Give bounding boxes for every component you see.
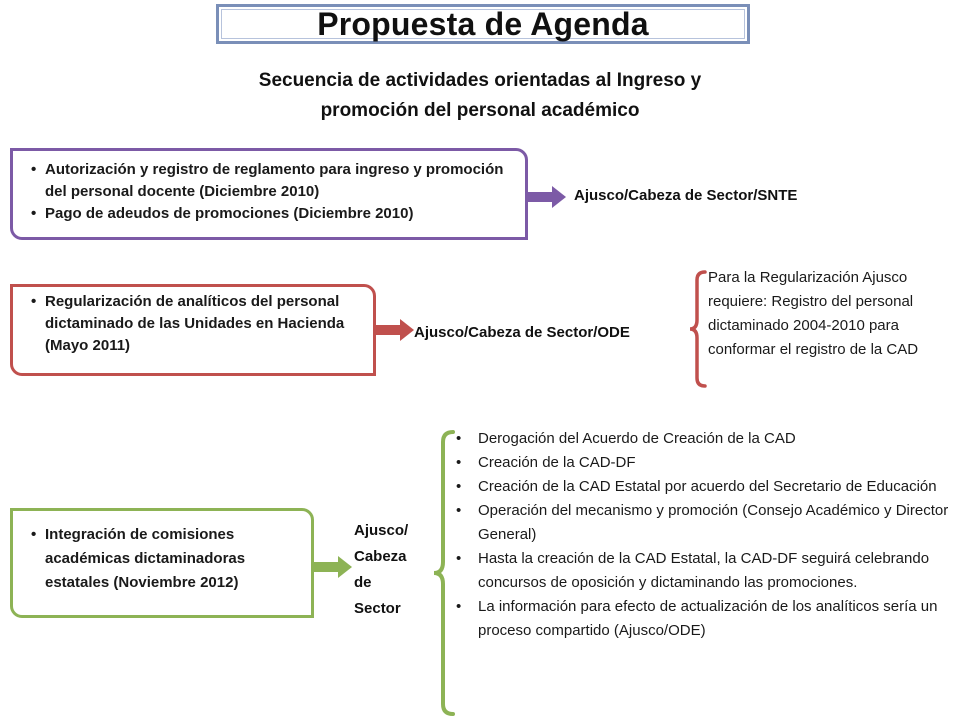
activity-2-target: Ajusco/Cabeza de Sector/ODE xyxy=(414,324,630,341)
title-box xyxy=(216,4,750,44)
activity-box-2 xyxy=(10,284,376,376)
brace-2-icon xyxy=(688,270,708,388)
subtitle xyxy=(180,66,780,126)
activity-2-item-1: • Regularización de analíticos del personal dictaminado de las Unidades en Hacienda (Mayo 2011) xyxy=(31,291,363,357)
subtitle-line-2: promoción del personal académico xyxy=(320,100,640,121)
detail-item: • Creación de la CAD Estatal por acuerdo del Secretario de Educación xyxy=(454,475,954,499)
arrow-1-icon xyxy=(528,192,566,202)
detail-item: • Hasta la creación de la CAD Estatal, la CAD-DF seguirá celebrando concursos de oposición y dictaminando las promociones. xyxy=(454,547,954,595)
activity-3-details xyxy=(454,427,954,643)
activity-3-item-1: • Integración de comisiones académicas dictaminadoras estatales (Noviembre 2012) xyxy=(31,523,301,595)
detail-item: • Derogación del Acuerdo de Creación de la CAD xyxy=(454,427,954,451)
page-title: Propuesta de Agenda xyxy=(317,5,649,42)
activity-3-target xyxy=(354,518,424,622)
activity-1-item-1: • Autorización y registro de reglamento para ingreso y promoción del personal docente (Diciembre 2010) xyxy=(31,159,515,203)
detail-item: • Creación de la CAD-DF xyxy=(454,451,954,475)
activity-3-target-line-1: Ajusco/ xyxy=(354,522,409,539)
activity-2-note: Para la Regularización Ajusco requiere: Registro del personal dictaminado 2004-2010 para conformar el registro de la CAD xyxy=(708,269,919,358)
detail-item: • Operación del mecanismo y promoción (Consejo Académico y Director General) xyxy=(454,499,954,547)
arrow-3-icon xyxy=(314,562,352,572)
activity-3-target-line-4: Sector xyxy=(354,600,401,617)
detail-item: • La información para efecto de actualización de los analíticos sería un proceso compartido (Ajusco/ODE) xyxy=(454,595,954,643)
arrow-2-icon xyxy=(376,325,414,335)
activity-1-item-2: • Pago de adeudos de promociones (Diciembre 2010) xyxy=(31,203,515,225)
activity-1-target: Ajusco/Cabeza de Sector/SNTE xyxy=(574,187,798,204)
activity-3-target-line-2: Cabeza xyxy=(354,548,407,565)
activity-box-3 xyxy=(10,508,314,618)
subtitle-line-1: Secuencia de actividades orientadas al Ingreso y xyxy=(258,70,702,91)
activity-3-target-line-3: de xyxy=(354,574,372,591)
brace-3-icon xyxy=(432,430,456,716)
activity-box-1 xyxy=(10,148,528,240)
